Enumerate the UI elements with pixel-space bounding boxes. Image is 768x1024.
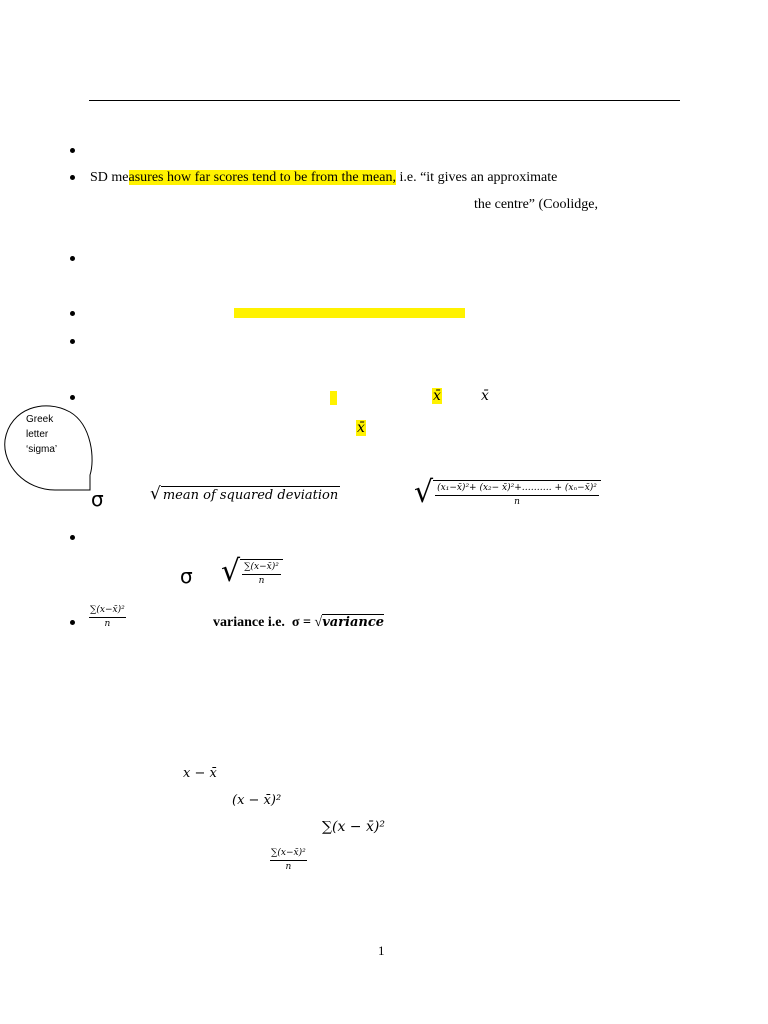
highlight-mark xyxy=(330,391,337,405)
sigma-symbol-1: σ xyxy=(91,487,104,511)
variance-denominator: n xyxy=(104,619,111,629)
sd-definition-line xyxy=(90,169,557,186)
short-formula-numerator: ∑(x−x̄)² xyxy=(242,561,281,575)
sqrt-long-formula: √ $\frac{\text{(x₁−x̄)²+ (x₂− x̄)²+………. + (xₙ−x̄)²}}{n}$ xyxy=(414,478,601,508)
sigma-equals: σ = xyxy=(291,615,315,630)
callout-line-2: letter xyxy=(26,429,49,440)
bullet-4 xyxy=(70,311,75,316)
xbar-symbol-1: x̄ xyxy=(433,388,441,404)
sd-highlight: asures how far scores tend to be from the mean, xyxy=(128,170,396,185)
variance-label: variance i.e. xyxy=(213,615,285,630)
sqrt-words: mean of squared deviation xyxy=(162,488,339,503)
sd-definition-line-2: the centre” (Coolidge, xyxy=(474,197,599,212)
sd-suffix: i.e. “it gives an approximate xyxy=(395,170,558,185)
bullet-1 xyxy=(70,148,75,153)
sd-prefix: SD me xyxy=(90,170,129,185)
long-formula-denominator: n xyxy=(514,497,520,507)
step-squared: (x − x̄)² xyxy=(232,793,282,808)
highlight-bar xyxy=(234,308,465,318)
sigma-symbol-2: σ xyxy=(180,564,193,588)
bullet-2 xyxy=(70,175,75,180)
step-sum: ∑(x − x̄)² xyxy=(322,819,385,835)
callout-text xyxy=(26,412,57,457)
variance-radicand: variance xyxy=(322,615,385,630)
step-deviation: x − x̄ xyxy=(183,766,217,781)
bullet-3 xyxy=(70,256,75,261)
short-formula-denominator: n xyxy=(258,576,265,586)
variance-text: variance i.e. σ = √variance xyxy=(213,615,385,630)
callout-line-3: ‘sigma’ xyxy=(26,444,58,455)
xbar-symbol-3: x̄ xyxy=(357,420,365,436)
bullet-7 xyxy=(70,535,75,540)
page-number: 1 xyxy=(378,943,385,958)
step-final-fraction xyxy=(270,848,307,873)
sqrt-mean-squared-deviation: √ mean of squared deviation xyxy=(150,484,339,504)
variance-fraction xyxy=(89,605,126,630)
bullet-5 xyxy=(70,339,75,344)
long-formula-numerator: (x₁−x̄)²+ (x₂− x̄)²+………. + (xₙ−x̄)² xyxy=(435,482,599,496)
step-final-denominator: n xyxy=(285,862,292,872)
step-final-numerator: ∑(x−x̄)² xyxy=(270,848,307,861)
callout-line-1: Greek xyxy=(26,414,54,425)
variance-numerator: ∑(x−x̄)² xyxy=(89,605,126,618)
bullet-8 xyxy=(70,620,75,625)
sqrt-short-formula: √ $\frac{\text{∑(x−x̄)²}}{n}$ xyxy=(221,557,283,587)
header-rule xyxy=(89,100,680,101)
xbar-symbol-2: x̄ xyxy=(481,388,489,404)
